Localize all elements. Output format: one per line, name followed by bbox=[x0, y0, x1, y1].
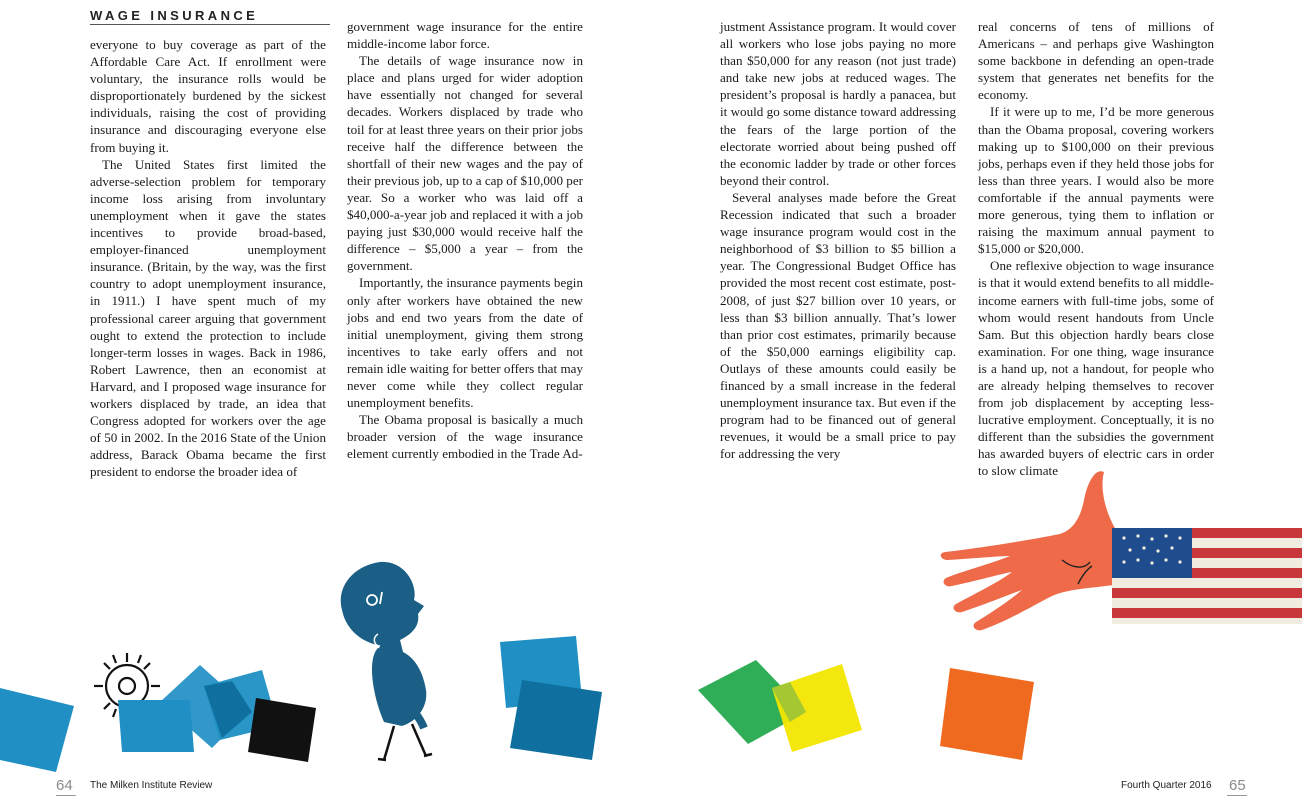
paragraph: Several analyses made before the Great Recession indicated that such a broader wage insurance program would cost in the neighborhood of $3 billion to $5 billion a year. The Congressional Budget Office has provided the most recent cost estimate, post-2008, of just $27 billion over 10 years, or less than $3 billion annually. That’s lower than prior cost estimates, primarily because of the $50,000 earnings eligibility cap. Outlays of these amounts could easily be financed by a small increase in the federal unemployment insurance tax. But even if the program had to be financed out of general revenues, it would be a small price to pay for addressing the very bbox=[720, 189, 956, 462]
paragraph: One reflexive objection to wage insurance is that it would extend benefits to all middle-income earners with full-time jobs, some of whom would resent handouts from Uncle Sam. But this objection hardly bears close examination. For one thing, wage insurance is a hand up, not a handout, for people who are already helping themselves to recover from job displacement by accepting less-lucrative employment. Conceptually, it is no different than the subsidies the government has awarded buyers of electric cars in order to slow climate bbox=[978, 258, 1214, 479]
paragraph: government wage insurance for the entire middle-income labor force. bbox=[347, 19, 583, 52]
text-column-3 bbox=[720, 18, 956, 462]
illustration bbox=[0, 460, 1302, 780]
header-rule bbox=[90, 24, 330, 25]
orange-square bbox=[940, 668, 1034, 760]
left-footer-rule bbox=[56, 795, 76, 796]
section-header: WAGE INSURANCE bbox=[90, 8, 259, 23]
text-column-4 bbox=[978, 18, 1214, 480]
right-footer-rule bbox=[1227, 795, 1247, 796]
right-issue-label: Fourth Quarter 2016 bbox=[1121, 780, 1212, 791]
left-page-number: 64 bbox=[56, 777, 73, 794]
paragraph: The Obama proposal is basically a much broader version of the wage insurance element currently embodied in the Trade Ad- bbox=[347, 412, 583, 462]
paragraph: The United States first limited the adverse-selection problem for temporary income loss arising from involuntary unemployment when it gave the states incentives to provide broad-based, employer-financed unemployment insurance. (Britain, by the way, was the first country to adopt unemployment insurance, in 1911.) I have spent much of my professional career arguing that government ought to extend the protection to include longer-term losses in wages. Back in 1986, Robert Lawrence, then an economist at Harvard, and I proposed wage insurance for workers displaced by trade, an idea that Congress adopted for workers over the age of 50 in 2002. In the 2016 State of the Union address, Barack Obama became the first president to endorse the broader idea of bbox=[90, 156, 326, 480]
text-column-2 bbox=[347, 18, 583, 462]
paragraph: real concerns of tens of millions of Americans – and perhaps give Washington some backbone in defending an open-trade system that generates net benefits for the economy. bbox=[978, 19, 1214, 103]
text-column-1 bbox=[90, 36, 326, 480]
blue-square bbox=[0, 688, 74, 772]
hand-with-flag-sleeve bbox=[941, 471, 1302, 630]
right-page-number: 65 bbox=[1229, 777, 1246, 794]
blue-square bbox=[510, 680, 602, 760]
black-square bbox=[248, 698, 316, 762]
paragraph: justment Assistance program. It would cover all workers who lose jobs paying no more than $50,000 for any reason (not just trade) and take new jobs at reduced wages. The president’s proposal is hardly a panacea, but it would go some distance toward addressing the fears of the large portion of the electorate worried about being pushed off the economic ladder by trade or other forces beyond their control. bbox=[720, 19, 956, 188]
walking-man bbox=[341, 562, 432, 760]
paragraph: Importantly, the insurance payments begin only after workers have obtained the new jobs and end two years from the date of initial unemployment, giving them strong incentives to take early offers and not remain idle waiting for better offers that may never come while they collect regular unemployment benefits. bbox=[347, 275, 583, 411]
paragraph: everyone to buy coverage as part of the Affordable Care Act. If enrollment were voluntary, the insurance rolls would be disproportionately burdened by the sickest individuals, raising the cost of providing insurance and discouraging everyone else from buying it. bbox=[90, 37, 326, 155]
paragraph: The details of wage insurance now in place and plans urged for wider adoption have essentially not changed for several decades. Workers displaced by trade who toil for at least three years on their prior jobs receive half the difference between the shortfall of their new wages and the pay of their previous job, up to a cap of $10,000 per year. So a worker who was laid off a $40,000-a-year job and replaced it with a job paying just $30,000 would receive half the difference – $5,000 a year – from the government. bbox=[347, 53, 583, 274]
paragraph: If it were up to me, I’d be more generous than the Obama proposal, covering workers making up to $100,000 on their previous jobs, perhaps even if they held those jobs for less than three years. I would also be more comfortable if the annual payments were more generous, tying them to inflation or raising the maximum annual payment to $15,000 or $20,000. bbox=[978, 104, 1214, 257]
left-publication-name: The Milken Institute Review bbox=[90, 780, 213, 791]
